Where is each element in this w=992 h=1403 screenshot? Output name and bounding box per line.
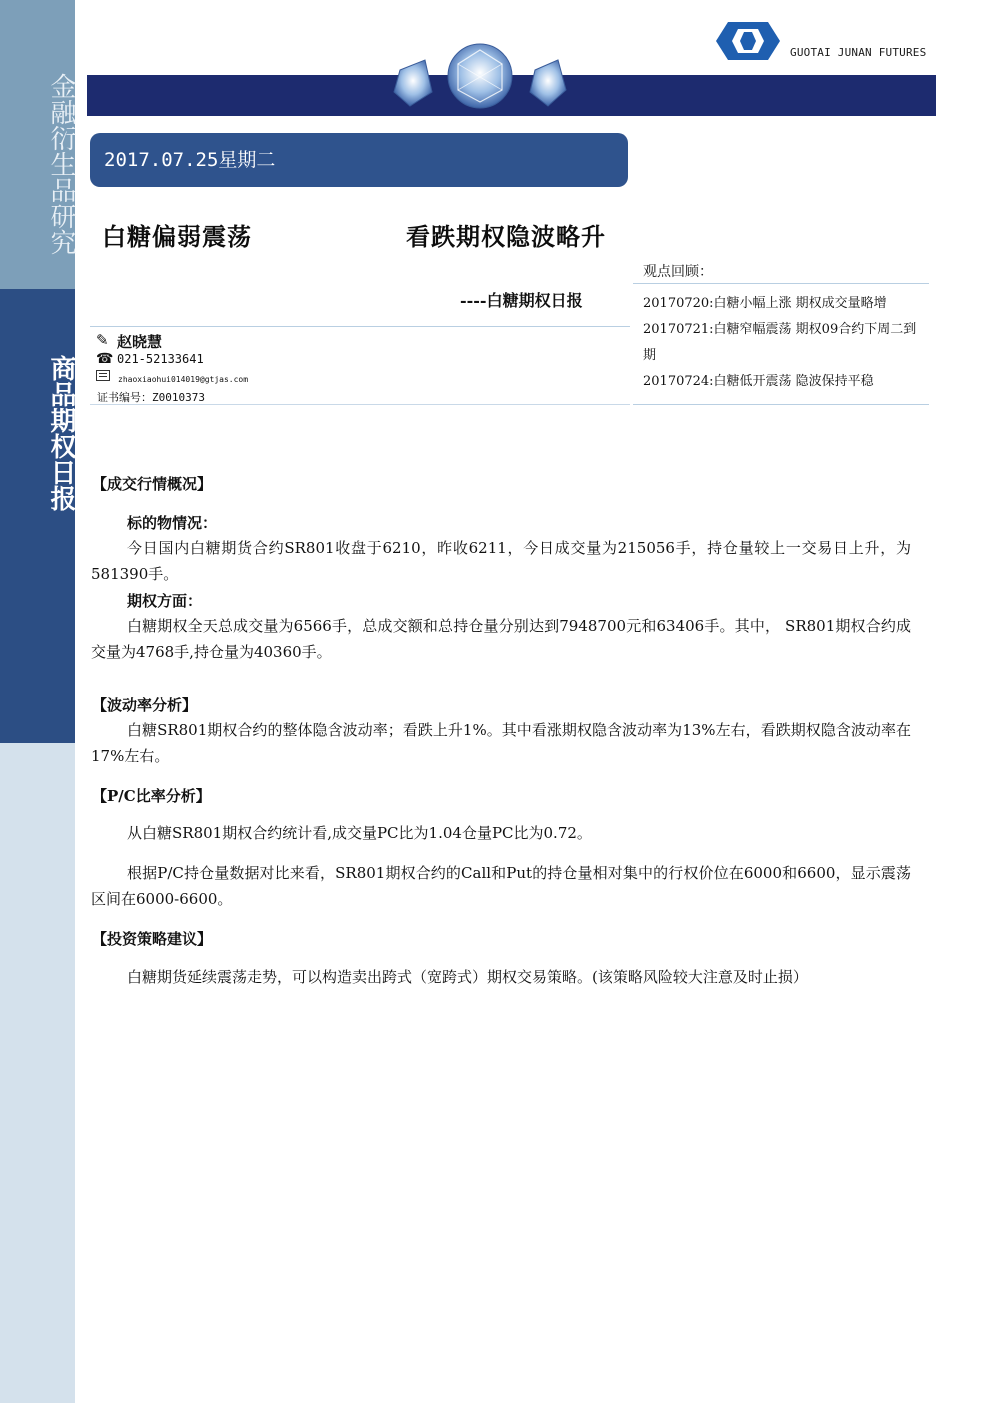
sidebar-category-label: 金融衍生品研究: [46, 73, 76, 255]
phone-icon: ☎: [96, 351, 114, 367]
company-name: GUOTAI JUNAN FUTURES: [790, 46, 927, 59]
paragraph-underlying: 今日国内白糖期货合约SR801收盘于6210，昨收6211，今日成交量为215056手，持仓量较上一交易日上升，为581390手。: [91, 539, 911, 583]
divider: [633, 283, 929, 284]
divider: [90, 326, 630, 327]
subheading-underlying: 标的物情况：: [127, 514, 218, 532]
sidebar-report-type-label: 商品期权日报: [46, 355, 76, 511]
author-name: 赵晓慧: [117, 333, 163, 351]
section-heading-strategy: 【投资策略建议】: [92, 930, 213, 948]
paragraph-pc-ratio-2: 根据P/C持仓量数据对比来看，SR801期权合约的Call和Put的持仓量相对集中的行权价位在6000和6600，显示震荡区间在6000-6600。: [91, 864, 911, 908]
review-heading: 观点回顾：: [643, 264, 713, 280]
paragraph-options: 白糖期权全天总成交量为6566手，总成交额和总持仓量分别达到7948700元和63406手。其中， SR801期权合约成交量为4768手,持仓量为40360手。: [91, 617, 911, 661]
report-title-right: 看跌期权隐波略升: [406, 222, 606, 251]
author-email[interactable]: zhaoxiaohui014019@gtjas.com: [118, 375, 249, 384]
author-license: 证书编号：Z0010373: [97, 391, 205, 404]
paragraph-pc-ratio-1: 从白糖SR801期权合约统计看,成交量PC比为1.04仓量PC比为0.72。: [127, 824, 592, 842]
section-heading-market: 【成交行情概况】: [92, 475, 213, 493]
divider: [633, 404, 929, 405]
divider: [90, 404, 630, 405]
company-logo-icon: [716, 22, 780, 60]
sidebar-bottom-band: [0, 743, 75, 1403]
diamond-decoration-icon: [390, 40, 570, 116]
report-title-left: 白糖偏弱震荡: [102, 222, 252, 251]
report-date: 2017.07.25星期二: [90, 133, 628, 187]
review-item: 20170724:白糖低开震荡 隐波保持平稳: [643, 374, 874, 389]
report-subtitle: ----白糖期权日报: [460, 291, 583, 310]
section-heading-volatility: 【波动率分析】: [92, 696, 198, 714]
pencil-icon: ✎: [96, 331, 109, 349]
author-phone: 021-52133641: [117, 352, 204, 366]
paragraph-strategy: 白糖期货延续震荡走势，可以构造卖出跨式（宽跨式）期权交易策略。(该策略风险较大注意及时止损）: [127, 968, 808, 986]
review-item: 20170720:白糖小幅上涨 期权成交量略增: [643, 296, 887, 311]
section-heading-pc-ratio: 【P/C比率分析】: [92, 787, 211, 805]
review-item: 20170721:白糖窄幅震荡 期权09合约下周二到期: [643, 322, 917, 363]
subheading-options: 期权方面：: [127, 592, 203, 610]
email-icon: [96, 370, 110, 381]
paragraph-volatility: 白糖SR801期权合约的整体隐含波动率；看跌上升1%。其中看涨期权隐含波动率为13%左右，看跌期权隐含波动率在17%左右。: [91, 721, 911, 765]
